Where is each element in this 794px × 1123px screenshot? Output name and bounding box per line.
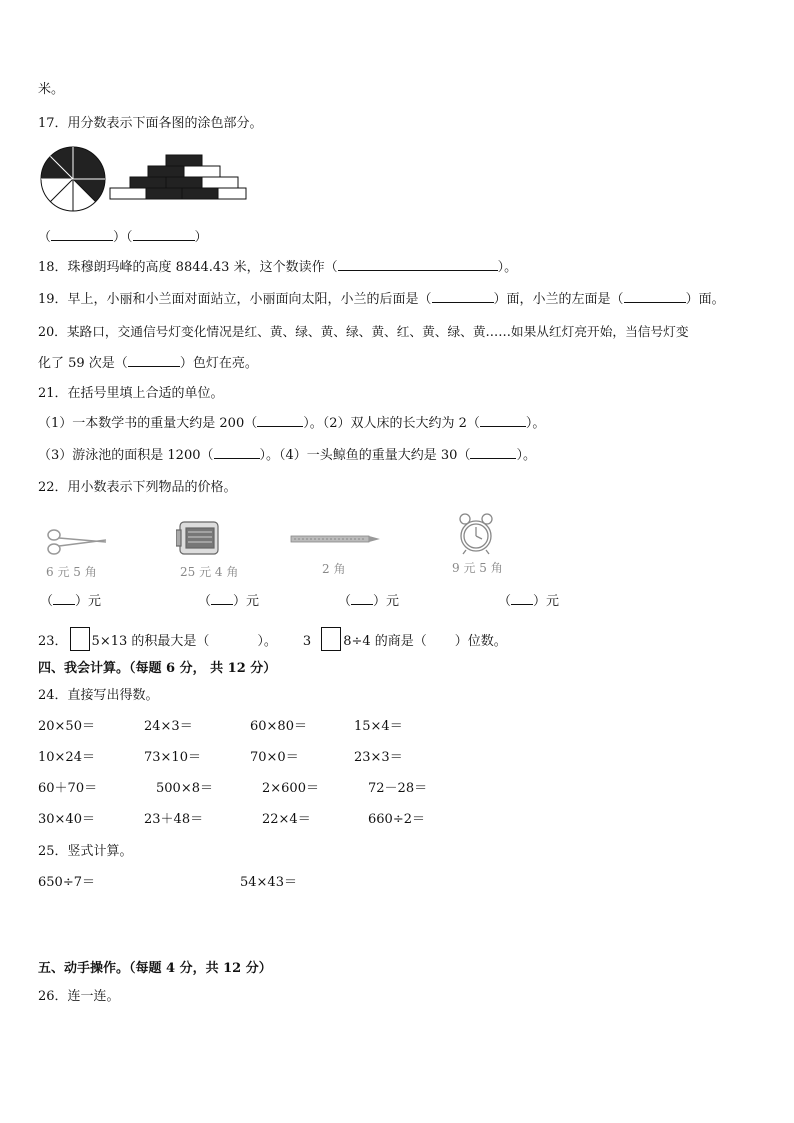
calc-item: 73×10＝ xyxy=(144,750,201,765)
q17-answer-line xyxy=(38,228,208,248)
q23-line xyxy=(38,627,507,652)
paren-mid: ）（ xyxy=(113,230,133,245)
q18-text: 18．珠穆朗玛峰的高度 8844.43 米，这个数读作（ xyxy=(38,260,338,275)
answer-blank-pie[interactable] xyxy=(51,228,113,241)
q19-answer-blank-behind[interactable] xyxy=(432,290,494,303)
q21-item4: ）。（4）一头鲸鱼的重量大约是 30（ xyxy=(259,448,471,463)
q19-text-end: ）面。 xyxy=(685,292,725,307)
paren-close: ） xyxy=(194,230,208,245)
q17-text: 17．用分数表示下面各图的涂色部分。 xyxy=(38,116,263,131)
calc-item: 500×8＝ xyxy=(156,781,213,796)
q18-line xyxy=(38,258,517,278)
answer-blank[interactable] xyxy=(511,592,533,605)
q20-text: 化了 59 次是（ xyxy=(38,356,128,371)
q21-row2-end: ）。 xyxy=(516,448,536,463)
q22-answer-pencil-case: （ ）元 xyxy=(198,594,260,609)
vertical-calc-item: 54×43＝ xyxy=(240,875,297,890)
calc-item: 72－28＝ xyxy=(368,781,428,796)
price-label-pencil: 2 角 xyxy=(322,562,346,576)
calc-item: 660÷2＝ xyxy=(368,812,425,827)
q26-text: 26．连一连。 xyxy=(38,989,120,1004)
q20-line2 xyxy=(38,354,258,374)
q21-blank-2[interactable] xyxy=(480,414,526,427)
q19-line xyxy=(38,290,725,310)
q20-line1: 20．某路口，交通信号灯变化情况是红、黄、绿、黄、绿、黄、红、黄、绿、黄……如果从红灯亮开始，当信号灯变 xyxy=(38,324,689,339)
q23-digit: 3 xyxy=(302,634,312,649)
q23-number: 23． xyxy=(38,634,68,649)
q22-answer-alarm-clock: （ ）元 xyxy=(498,594,560,609)
q21-row1-end: ）。 xyxy=(525,416,546,431)
answer-blank[interactable] xyxy=(351,592,373,605)
q21-blank-4[interactable] xyxy=(470,446,516,459)
section-5-heading: 五、动手操作。（每题 4 分，共 12 分） xyxy=(38,961,272,976)
price-label-pencil-case: 25 元 4 角 xyxy=(180,565,239,579)
q20-text-end: ）色灯在亮。 xyxy=(179,356,258,371)
digit-box-2[interactable] xyxy=(321,627,341,651)
price-label-scissors: 6 元 5 角 xyxy=(46,565,97,579)
section-4-heading: 四、我会计算。（每题 6 分， 共 12 分） xyxy=(38,661,277,676)
q21-row1 xyxy=(38,414,545,434)
scissors-icon xyxy=(46,526,110,558)
q21-row2 xyxy=(38,446,536,466)
q21-text: 21．在括号里填上合适的单位。 xyxy=(38,386,224,401)
q23-text-d: ）位数。 xyxy=(454,634,507,649)
q21-item2: ）。（2）双人床的长大约为 2（ xyxy=(303,416,480,431)
calc-item: 23＋48＝ xyxy=(144,812,204,827)
brick-pyramid-figure xyxy=(108,154,248,208)
calc-item: 60＋70＝ xyxy=(38,781,98,796)
paren-open: （ xyxy=(38,230,52,245)
q22-answer-scissors: （ ）元 xyxy=(40,594,102,609)
q18-text-end: ）。 xyxy=(497,260,518,275)
calc-item: 22×4＝ xyxy=(262,812,311,827)
pie-figure xyxy=(40,146,106,212)
q19-text-mid: ）面，小兰的左面是（ xyxy=(493,292,624,307)
q20-answer-blank[interactable] xyxy=(128,354,180,367)
calc-item: 15×4＝ xyxy=(354,719,403,734)
vertical-calc-item: 650÷7＝ xyxy=(38,875,95,890)
q21-item1: （1）一本数学书的重量大约是 200（ xyxy=(38,416,258,431)
calc-item: 24×3＝ xyxy=(144,719,193,734)
price-label-alarm-clock: 9 元 5 角 xyxy=(452,561,503,575)
calc-item: 23×3＝ xyxy=(354,750,403,765)
answer-blank-bricks[interactable] xyxy=(133,228,195,241)
answer-blank[interactable] xyxy=(53,592,75,605)
digit-box-1[interactable] xyxy=(70,627,90,651)
q24-text: 24．直接写出得数。 xyxy=(38,688,159,703)
calc-item: 60×80＝ xyxy=(250,719,307,734)
answer-blank[interactable] xyxy=(211,592,233,605)
q21-blank-3[interactable] xyxy=(214,446,260,459)
pencil-icon xyxy=(290,534,382,544)
q23-text-c: 8÷4 的商是（ xyxy=(343,634,427,649)
q21-blank-1[interactable] xyxy=(257,414,303,427)
q16-tail: 米。 xyxy=(38,82,65,97)
q22-answer-pencil: （ ）元 xyxy=(338,594,400,609)
q21-item3: （3）游泳池的面积是 1200（ xyxy=(38,448,214,463)
q19-text: 19．早上，小丽和小兰面对面站立，小丽面向太阳，小兰的后面是（ xyxy=(38,292,432,307)
q23-text-b: ）。 xyxy=(257,634,277,649)
calc-item: 10×24＝ xyxy=(38,750,95,765)
q25-text: 25．竖式计算。 xyxy=(38,844,133,859)
calc-item: 20×50＝ xyxy=(38,719,95,734)
calc-item: 2×600＝ xyxy=(262,781,319,796)
calc-item: 70×0＝ xyxy=(250,750,299,765)
q18-answer-blank[interactable] xyxy=(338,258,498,271)
alarm-clock-icon xyxy=(456,512,496,556)
q22-text: 22．用小数表示下列物品的价格。 xyxy=(38,480,237,495)
calc-item: 30×40＝ xyxy=(38,812,95,827)
q19-answer-blank-left[interactable] xyxy=(624,290,686,303)
q23-text-a: 5×13 的积最大是（ xyxy=(91,634,210,649)
pencil-case-icon xyxy=(176,520,224,558)
